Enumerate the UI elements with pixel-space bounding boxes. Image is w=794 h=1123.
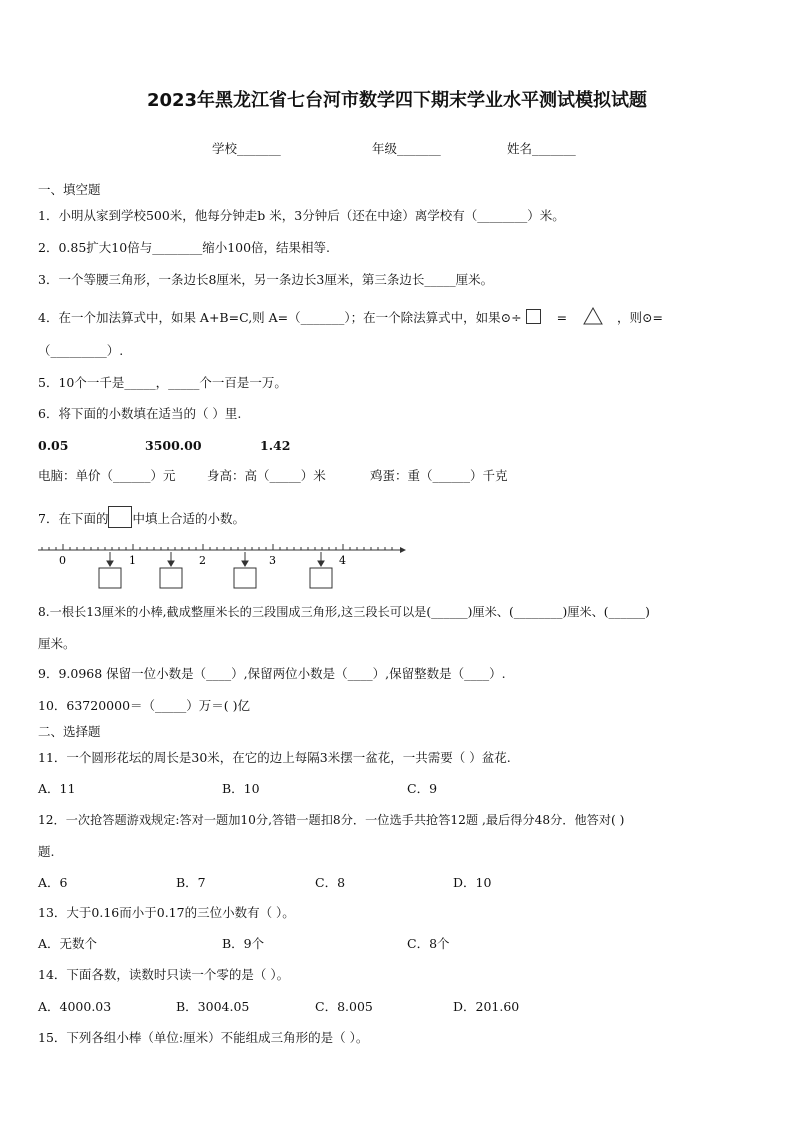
q6-egg: 鸡蛋：重（______）千克 xyxy=(370,468,508,483)
question-12-line1: 12．一次抢答题游戏规定:答对一题加10分,答错一题扣8分．一位选手共抢答12题 ,最后得分48分．他答对( ) xyxy=(38,813,625,827)
triangle-shape xyxy=(583,307,603,325)
answer-box-1 xyxy=(99,568,121,588)
arrow-right-icon xyxy=(400,547,406,553)
number-line xyxy=(38,538,410,592)
tick-label-1: 1 xyxy=(129,554,136,567)
question-4-part1: 4．在一个加法算式中，如果 A+B=C,则 A=（_______）；在一个除法算式中，如果⊙÷ xyxy=(38,310,522,325)
question-10: 10．63720000＝（_____）万＝( )亿 xyxy=(38,698,251,713)
q6-number-1: 0.05 xyxy=(38,438,69,453)
question-3: 3．一个等腰三角形，一条边长8厘米，另一条边长3厘米，第三条边长_____厘米。 xyxy=(38,272,494,287)
answer-box-icon xyxy=(108,506,132,528)
question-7-before: 7．在下面的 xyxy=(38,511,109,526)
q13-option-c: C．8个 xyxy=(407,936,450,951)
question-15: 15．下列各组小棒（单位:厘米）不能组成三角形的是（ ）。 xyxy=(38,1030,369,1045)
q13-option-a: A．无数个 xyxy=(38,936,98,951)
q12-option-b: B．7 xyxy=(176,875,206,890)
q12-option-a: A．6 xyxy=(38,875,68,890)
answer-boxes xyxy=(99,568,332,588)
question-14: 14．下面各数，读数时只读一个零的是（ ）。 xyxy=(38,967,290,982)
question-4-equals: = xyxy=(556,310,568,325)
q14-option-b: B．3004.05 xyxy=(176,999,250,1014)
section-fill-heading: 一、填空题 xyxy=(38,182,101,197)
question-12-line2: 题. xyxy=(38,844,55,859)
section-choice-heading: 二、选择题 xyxy=(38,724,101,739)
q14-option-c: C．8.005 xyxy=(315,999,373,1014)
pointer-arrows xyxy=(107,552,324,566)
page-title: 2023年黑龙江省七台河市数学四下期末学业水平测试模拟试题 xyxy=(146,90,648,111)
question-4-part2: ，则⊙= xyxy=(617,310,663,325)
tick-label-2: 2 xyxy=(199,554,206,567)
q6-number-2: 3500.00 xyxy=(145,438,202,453)
answer-box-3 xyxy=(234,568,256,588)
answer-box-4 xyxy=(310,568,332,588)
q6-height: 身高：高（_____）米 xyxy=(207,468,326,483)
q14-option-a: A．4000.03 xyxy=(38,999,112,1014)
question-2: 2．0.85扩大10倍与________缩小100倍，结果相等. xyxy=(38,240,331,255)
question-7-after: 中填上合适的小数。 xyxy=(132,511,245,526)
tick-label-0: 0 xyxy=(59,554,66,567)
question-7 xyxy=(38,506,245,528)
grade-field: 年级_______ xyxy=(372,141,441,156)
question-6-stem: 6．将下面的小数填在适当的（ ）里. xyxy=(38,406,242,421)
tick-label-4: 4 xyxy=(339,554,346,567)
q11-option-c: C．9 xyxy=(407,781,438,796)
question-13: 13．大于0.16而小于0.17的三位小数有（ ）。 xyxy=(38,905,295,920)
q12-option-c: C．8 xyxy=(315,875,346,890)
question-5: 5．10个一千是_____，_____个一百是一万。 xyxy=(38,375,287,390)
q6-computer: 电脑：单价（______）元 xyxy=(38,468,176,483)
answer-box-2 xyxy=(160,568,182,588)
square-shape xyxy=(526,309,541,324)
q12-option-d: D．10 xyxy=(453,875,492,890)
name-field: 姓名_______ xyxy=(507,141,576,156)
question-9: 9．9.0968 保留一位小数是（____）,保留两位小数是（____）,保留整数是（____）. xyxy=(38,666,506,681)
school-field: 学校_______ xyxy=(212,141,281,156)
question-4-line2: （_________）. xyxy=(38,343,124,358)
question-8-line1: 8.一根长13厘米的小棒,截成整厘米长的三段围成三角形,这三段长可以是(______)厘米、(________)厘米、(______) xyxy=(38,605,650,619)
q11-option-a: A．11 xyxy=(38,781,76,796)
question-8-line2: 厘米。 xyxy=(38,636,76,651)
tick-label-3: 3 xyxy=(269,554,276,567)
q14-option-d: D．201.60 xyxy=(453,999,520,1014)
question-1: 1．小明从家到学校500米，他每分钟走b 米，3分钟后（还在中途）离学校有（________）米。 xyxy=(38,208,565,223)
question-11: 11．一个圆形花坛的周长是30米，在它的边上每隔3米摆一盆花，一共需要（ ）盆花. xyxy=(38,750,511,765)
q6-number-3: 1.42 xyxy=(260,438,291,453)
q11-option-b: B．10 xyxy=(222,781,260,796)
q13-option-b: B．9个 xyxy=(222,936,265,951)
question-4 xyxy=(38,307,663,326)
